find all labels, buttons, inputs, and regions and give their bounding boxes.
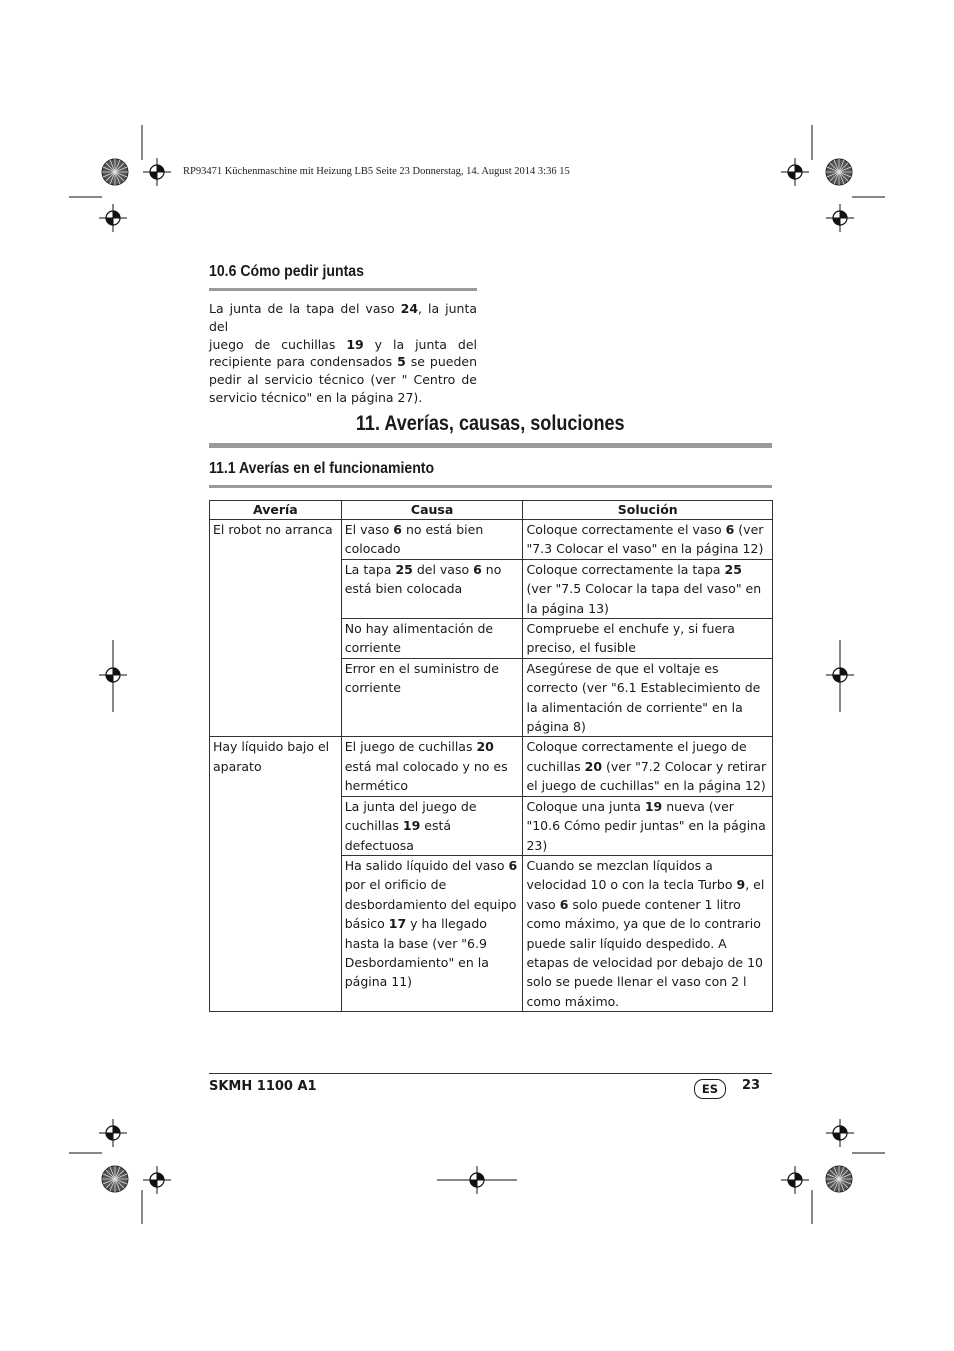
table-row — [210, 737, 773, 796]
solution-cell — [523, 796, 773, 855]
part-number: 19 — [346, 336, 364, 352]
cause-cell — [341, 796, 523, 855]
part-number: 25 — [724, 561, 742, 577]
text-run: Cuando se mezclan líquidos a velocidad 10 o con la tecla Turbo — [526, 857, 737, 893]
cause-cell — [341, 559, 523, 618]
paragraph-line — [209, 353, 477, 371]
part-number: 19 — [402, 818, 421, 834]
part-number: 25 — [395, 561, 413, 577]
paragraph-line — [209, 336, 477, 354]
part-number: 20 — [584, 758, 603, 774]
solution-cell — [523, 619, 773, 659]
cause-cell — [341, 619, 523, 659]
part-number: 6 — [725, 522, 735, 537]
cause-cell — [341, 658, 523, 737]
part-number: 20 — [476, 739, 494, 755]
text-run: está defectuosa — [344, 818, 452, 853]
paragraph-line — [209, 300, 477, 336]
text-run: La tapa — [344, 561, 396, 577]
text-run: está mal colocado y no es hermético — [344, 758, 508, 794]
text-run: No hay alimentación de corriente — [344, 621, 494, 656]
cause-cell — [341, 520, 523, 560]
table-header-row — [210, 501, 773, 520]
text-run: (ver "7.2 Colocar y retirar el juego de cuchillas" en la página 12) — [526, 758, 767, 794]
troubleshooting-table — [209, 500, 773, 1012]
text-run: La junta del juego de cuchillas — [344, 798, 477, 834]
paragraph-line — [209, 389, 477, 407]
text-run: servicio técnico" en la página 27). — [209, 389, 423, 405]
solution-cell — [523, 737, 773, 796]
text-run: (ver "7.3 Colocar el vaso" en la página 12) — [526, 522, 764, 557]
part-number: 24 — [400, 301, 419, 316]
part-number: 17 — [388, 916, 407, 932]
paragraph-line — [209, 371, 477, 389]
model-number: SKMH 1100 A1 — [209, 1079, 317, 1094]
text-run: Asegúrese de que el voltaje es correcto (ver "6.1 Establecimiento de la alimentación de corriente" en la página 8) — [526, 660, 761, 735]
text-run: nueva (ver "10.6 Cómo pedir juntas" en la página 23) — [526, 798, 766, 853]
column-header-cause: Causa — [341, 501, 523, 520]
text-run: , la junta del — [209, 301, 478, 334]
column-header-solution: Solución — [523, 501, 773, 520]
cause-cell — [341, 855, 523, 1011]
solution-cell — [523, 855, 773, 1011]
text-run: La junta de la tapa del vaso — [209, 301, 401, 316]
fault-cell: El robot no arranca — [210, 520, 342, 737]
text-run: del vaso — [412, 561, 474, 577]
solution-cell — [523, 559, 773, 618]
fault-cell: Hay líquido bajo el aparato — [210, 737, 342, 1012]
text-run: y la junta del — [363, 336, 477, 352]
part-number: 6 — [559, 896, 569, 912]
text-run: Coloque correctamente la tapa — [526, 561, 725, 577]
part-number: 6 — [508, 857, 518, 873]
text-run: pedir al servicio técnico (ver " Centro de — [209, 372, 477, 388]
text-run: Error en el suministro de corriente — [344, 660, 499, 696]
section-10-6-heading: 10.6 Cómo pedir juntas — [209, 263, 364, 280]
chapter-heading: 11. Averías, causas, soluciones — [356, 412, 625, 435]
text-run: se pueden — [405, 354, 477, 370]
section-rule — [209, 485, 772, 488]
part-number: 6 — [473, 561, 482, 577]
part-number: 5 — [397, 354, 406, 370]
print-slug-header: RP93471 Küchenmaschine mit Heizung LB5 Seite 23 Donnerstag, 14. August 2014 3:36 15 — [183, 166, 570, 177]
part-number: 6 — [393, 522, 402, 537]
text-run: solo puede contener 1 litro como máximo, ya que de lo contrario puede salir líquido despedido. A etapas de velocidad por debajo de 10 solo se puede llenar el vaso con 2 l como máximo. — [526, 896, 763, 1009]
language-badge: ES — [694, 1079, 726, 1099]
text-run: (ver "7.5 Colocar la tapa del vaso" en la página 13) — [526, 581, 762, 616]
text-run: Coloque una junta — [526, 798, 645, 814]
text-run: y ha llegado hasta la base (ver "6.9 Desbordamiento" en la página 11) — [344, 916, 489, 990]
chapter-rule — [209, 443, 772, 448]
column-header-fault: Avería — [210, 501, 342, 520]
text-run: Coloque correctamente el vaso — [526, 522, 726, 537]
text-run: por el orificio de desbordamiento del equipo básico — [344, 877, 517, 932]
page-number: 23 — [742, 1078, 761, 1093]
section-11-1-heading: 11.1 Averías en el funcionamiento — [209, 460, 435, 477]
text-run: Coloque correctamente el juego de cuchillas — [526, 739, 747, 774]
part-number: 9 — [736, 877, 746, 893]
text-run: juego de cuchillas — [209, 336, 347, 352]
solution-cell — [523, 658, 773, 737]
text-run: Ha salido líquido del vaso — [344, 857, 509, 873]
table-row — [210, 520, 773, 560]
text-run: no está bien colocada — [344, 561, 502, 597]
section-10-6-paragraph — [209, 300, 477, 407]
solution-cell — [523, 520, 773, 560]
text-run: , el vaso — [526, 877, 765, 912]
text-run: El vaso — [344, 522, 394, 537]
text-run: recipiente para condensados — [209, 354, 398, 370]
text-run: no está bien colocado — [344, 522, 484, 557]
text-run: El juego de cuchillas — [344, 739, 477, 755]
part-number: 19 — [644, 798, 663, 814]
text-run: Compruebe el enchufe y, si fuera preciso, el fusible — [526, 621, 735, 656]
cause-cell — [341, 737, 523, 796]
section-rule — [209, 288, 477, 291]
footer-rule — [209, 1073, 772, 1074]
